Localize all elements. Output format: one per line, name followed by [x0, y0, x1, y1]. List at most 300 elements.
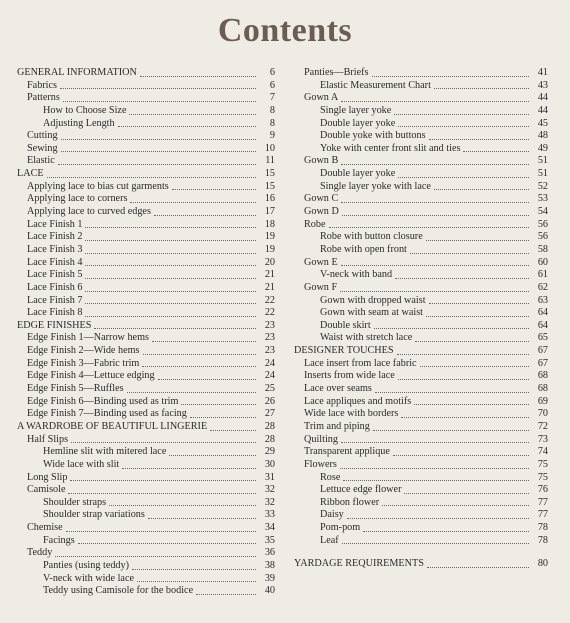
- toc-entry-lace-finish-7: [17, 295, 275, 308]
- toc-entry-a-wardrobe-of-beautiful-lingerie: [17, 421, 275, 434]
- toc-entry-page-number: 34: [264, 522, 275, 534]
- toc-entry-gown-with-seam-at-waist: [294, 307, 548, 320]
- toc-entry-page-number: 78: [537, 522, 548, 534]
- dot-leader: [127, 392, 256, 393]
- toc-entry-lace-appliques-and-motifs: [294, 396, 548, 409]
- toc-entry-page-number: 53: [537, 193, 548, 205]
- dot-leader: [78, 543, 256, 544]
- dot-leader: [172, 189, 256, 190]
- dot-leader: [130, 202, 256, 203]
- toc-entry-yoke-with-center-front-slit-and-ties: [294, 143, 548, 156]
- toc-entry-lace-finish-6: [17, 282, 275, 295]
- toc-entry-how-to-choose-size: [17, 105, 275, 118]
- toc-entry-page-number: 72: [537, 420, 548, 432]
- toc-entry-label: Teddy: [27, 547, 53, 559]
- toc-entry-double-yoke-with-buttons: [294, 130, 548, 143]
- toc-entry-trim-and-piping: [294, 421, 548, 434]
- toc-entry-double-layer-yoke: [294, 118, 548, 131]
- toc-entry-page-number: 24: [264, 357, 275, 369]
- toc-entry-label: Sewing: [27, 142, 58, 154]
- dot-leader: [427, 567, 529, 568]
- dot-leader: [363, 531, 529, 532]
- toc-entry-page-number: 51: [537, 155, 548, 167]
- toc-entry-page-number: 52: [537, 180, 548, 192]
- toc-entry-page-number: 28: [264, 420, 275, 432]
- toc-entry-wide-lace-with-slit: [17, 459, 275, 472]
- dot-leader: [148, 518, 256, 519]
- toc-entry-label: Edge Finish 3—Fabric trim: [27, 357, 140, 369]
- toc-entry-single-layer-yoke: [294, 105, 548, 118]
- toc-entry-lace-finish-4: [17, 257, 275, 270]
- dot-leader: [398, 126, 529, 127]
- dot-leader: [373, 430, 529, 431]
- toc-entry-cutting: [17, 130, 275, 143]
- toc-entry-lace-finish-8: [17, 307, 275, 320]
- dot-leader: [410, 253, 529, 254]
- toc-entry-applying-lace-to-curved-edges: [17, 206, 275, 219]
- toc-entry-label: Double skirt: [320, 319, 371, 331]
- toc-entry-label: Shoulder straps: [43, 496, 107, 508]
- toc-entry-label: Quilting: [304, 433, 338, 445]
- toc-entry-label: Fabrics: [27, 79, 57, 91]
- toc-entry-label: Double layer yoke: [320, 168, 396, 180]
- toc-entry-elastic: [17, 155, 275, 168]
- toc-entry-label: Wide lace with borders: [304, 408, 399, 420]
- toc-entry-lace-insert-from-lace-fabric: [294, 358, 548, 371]
- dot-leader: [414, 404, 529, 405]
- toc-entry-label: Lace insert from lace fabric: [304, 357, 417, 369]
- toc-entry-label: Inserts from wide lace: [304, 370, 395, 382]
- toc-entry-label: Double layer yoke: [320, 117, 396, 129]
- toc-entry-page-number: 26: [264, 395, 275, 407]
- toc-entry-label: Robe with open front: [320, 243, 407, 255]
- toc-entry-label: How to Choose Size: [43, 104, 127, 116]
- toc-entry-label: Chemise: [27, 522, 63, 534]
- toc-entry-label: Robe with button closure: [320, 231, 423, 243]
- toc-entry-label: Lace appliques and motifs: [304, 395, 412, 407]
- dot-leader: [434, 88, 529, 89]
- toc-entry-lace-finish-2: [17, 231, 275, 244]
- dot-leader: [70, 480, 256, 481]
- toc-entry-page-number: 65: [537, 332, 548, 344]
- toc-entry-page-number: 16: [264, 193, 275, 205]
- dot-leader: [434, 189, 529, 190]
- toc-entry-shoulder-straps: [17, 497, 275, 510]
- toc-entry-label: Applying lace to corners: [27, 193, 128, 205]
- dot-leader: [341, 164, 529, 165]
- toc-entry-teddy-using-camisole-for-the-bodice: [17, 585, 275, 598]
- toc-entry-robe-with-button-closure: [294, 231, 548, 244]
- toc-entry-gown-f: [294, 282, 548, 295]
- toc-entry-label: Applying lace to curved edges: [27, 206, 151, 218]
- toc-entry-page-number: 77: [537, 496, 548, 508]
- toc-entry-gown-a: [294, 92, 548, 105]
- toc-entry-label: Flowers: [304, 458, 337, 470]
- toc-entry-double-layer-yoke: [294, 168, 548, 181]
- toc-entry-quilting: [294, 434, 548, 447]
- toc-entry-page-number: 31: [264, 471, 275, 483]
- toc-entry-page-number: 6: [269, 67, 275, 78]
- toc-entry-camisole: [17, 484, 275, 497]
- dot-leader: [61, 151, 256, 152]
- toc-entry-label: Double yoke with buttons: [320, 130, 426, 142]
- toc-entry-general-information: [17, 67, 275, 80]
- toc-entry-teddy: [17, 547, 275, 560]
- dot-leader: [347, 518, 529, 519]
- toc-entry-page-number: 54: [537, 206, 548, 218]
- dot-leader: [382, 505, 529, 506]
- toc-entry-page-number: 19: [264, 231, 275, 243]
- toc-entry-gown-e: [294, 257, 548, 270]
- toc-entry-label: Transparent applique: [304, 446, 390, 458]
- toc-entry-page-number: 23: [264, 319, 275, 331]
- toc-entry-page-number: 64: [537, 319, 548, 331]
- toc-entry-label: LACE: [17, 168, 44, 180]
- toc-entry-label: Cutting: [27, 130, 58, 142]
- toc-entry-page-number: 6: [269, 79, 275, 91]
- dot-leader: [154, 215, 256, 216]
- dot-leader: [196, 594, 256, 595]
- toc-entry-lace: [17, 168, 275, 181]
- dot-leader: [85, 278, 256, 279]
- toc-entry-lace-finish-3: [17, 244, 275, 257]
- dot-leader: [129, 114, 256, 115]
- dot-leader: [142, 366, 256, 367]
- dot-leader: [85, 253, 256, 254]
- toc-entry-v-neck-with-band: [294, 269, 548, 282]
- toc-entry-page-number: 44: [537, 92, 548, 104]
- toc-entry-page-number: 49: [537, 142, 548, 154]
- toc-entry-label: Adjusting Length: [43, 117, 115, 129]
- toc-entry-page-number: 21: [264, 281, 275, 293]
- toc-entry-single-layer-yoke-with-lace: [294, 181, 548, 194]
- toc-entry-label: Wide lace with slit: [43, 458, 120, 470]
- toc-entry-edge-finish-3-fabric-trim: [17, 358, 275, 371]
- dot-leader: [341, 442, 529, 443]
- toc-entry-page-number: 15: [264, 180, 275, 192]
- dot-leader: [137, 581, 256, 582]
- toc-entry-label: Hemline slit with mitered lace: [43, 446, 167, 458]
- toc-entry-leaf: [294, 535, 548, 548]
- dot-leader: [85, 303, 256, 304]
- dot-leader: [397, 354, 529, 355]
- toc-entry-page-number: 35: [264, 534, 275, 546]
- toc-entry-page-number: 67: [537, 345, 548, 357]
- dot-leader: [374, 328, 529, 329]
- toc-entry-label: Rose: [320, 471, 341, 483]
- toc-entry-page-number: 51: [537, 168, 548, 180]
- dot-leader: [190, 417, 256, 418]
- toc-entry-page-number: 21: [264, 269, 275, 281]
- dot-leader: [61, 139, 256, 140]
- toc-entry-label: Pom-pom: [320, 522, 361, 534]
- toc-entry-label: Edge Finish 6—Binding used as trim: [27, 395, 179, 407]
- toc-entry-label: Ribbon flower: [320, 496, 380, 508]
- toc-entry-robe-with-open-front: [294, 244, 548, 257]
- toc-entry-gown-with-dropped-waist: [294, 295, 548, 308]
- toc-entry-page-number: 38: [264, 559, 275, 571]
- toc-entry-label: GENERAL INFORMATION: [17, 67, 137, 78]
- toc-entry-lace-finish-1: [17, 219, 275, 232]
- dot-leader: [63, 101, 256, 102]
- dot-leader: [181, 404, 256, 405]
- toc-entry-label: Edge Finish 5—Ruffles: [27, 383, 124, 395]
- toc-entry-gown-d: [294, 206, 548, 219]
- dot-leader: [109, 505, 256, 506]
- toc-entry-page-number: 23: [264, 332, 275, 344]
- toc-entry-label: Yoke with center front slit and ties: [320, 142, 461, 154]
- toc-entry-page-number: 69: [537, 395, 548, 407]
- toc-entry-inserts-from-wide-lace: [294, 370, 548, 383]
- toc-entry-page-number: 22: [264, 294, 275, 306]
- toc-entry-gown-c: [294, 193, 548, 206]
- toc-entry-ribbon-flower: [294, 497, 548, 510]
- toc-entry-label: Patterns: [27, 92, 60, 104]
- dot-leader: [429, 139, 529, 140]
- toc-entry-label: Panties—Briefs: [304, 67, 369, 78]
- toc-entry-page-number: 27: [264, 408, 275, 420]
- toc-entry-label: Half Slips: [27, 433, 69, 445]
- toc-entry-label: EDGE FINISHES: [17, 319, 92, 331]
- toc-entry-label: Gown B: [304, 155, 339, 167]
- dot-leader: [118, 126, 256, 127]
- toc-entry-label: Lace Finish 4: [27, 256, 83, 268]
- toc-entry-label: Edge Finish 4—Lettuce edging: [27, 370, 155, 382]
- toc-entry-page-number: 60: [537, 256, 548, 268]
- toc-entry-page-number: 43: [537, 79, 548, 91]
- toc-entry-page-number: 56: [537, 231, 548, 243]
- toc-entry-gown-b: [294, 155, 548, 168]
- toc-entry-pom-pom: [294, 522, 548, 535]
- dot-leader: [340, 291, 529, 292]
- toc-entry-page-number: 61: [537, 269, 548, 281]
- toc-entry-waist-with-stretch-lace: [294, 332, 548, 345]
- toc-entry-label: Gown C: [304, 193, 339, 205]
- toc-entry-half-slips: [17, 434, 275, 447]
- toc-entry-page-number: 75: [537, 458, 548, 470]
- toc-entry-label: Lace Finish 8: [27, 307, 83, 319]
- toc-entry-label: Edge Finish 7—Binding used as facing: [27, 408, 187, 420]
- toc-entry-label: Gown A: [304, 92, 339, 104]
- dot-leader: [94, 328, 256, 329]
- dot-leader: [85, 291, 256, 292]
- toc-entry-label: Lace Finish 5: [27, 269, 83, 281]
- dot-leader: [429, 303, 529, 304]
- dot-leader: [71, 442, 256, 443]
- toc-entry-label: Edge Finish 2—Wide hems: [27, 345, 140, 357]
- toc-entry-label: Waist with stretch lace: [320, 332, 413, 344]
- dot-leader: [85, 265, 256, 266]
- toc-entry-panties-using-teddy: [17, 560, 275, 573]
- toc-entry-page-number: 9: [269, 130, 275, 142]
- toc-entry-page-number: 67: [537, 357, 548, 369]
- toc-entry-page-number: 77: [537, 509, 548, 521]
- toc-entry-lettuce-edge-flower: [294, 484, 548, 497]
- toc-entry-hemline-slit-with-mitered-lace: [17, 446, 275, 459]
- dot-leader: [398, 379, 529, 380]
- dot-leader: [463, 151, 529, 152]
- toc-entry-edge-finish-4-lettuce-edging: [17, 370, 275, 383]
- toc-entry-transparent-applique: [294, 446, 548, 459]
- toc-entry-label: Shoulder strap variations: [43, 509, 145, 521]
- toc-entry-page-number: 18: [264, 218, 275, 230]
- dot-leader: [415, 341, 529, 342]
- dot-leader: [426, 240, 529, 241]
- page-title: Contents: [217, 12, 353, 49]
- toc-entry-label: Teddy using Camisole for the bodice: [43, 585, 194, 597]
- toc-entry-label: Single layer yoke: [320, 104, 392, 116]
- toc-entry-lace-finish-5: [17, 269, 275, 282]
- toc-entry-page-number: 8: [269, 104, 275, 116]
- toc-entry-page-number: 68: [537, 370, 548, 382]
- toc-left-column: [17, 67, 275, 598]
- toc-entry-page-number: 68: [537, 383, 548, 395]
- toc-entry-page-number: 24: [264, 370, 275, 382]
- toc-entry-label: Camisole: [27, 484, 66, 496]
- toc-entry-panties-briefs: [294, 67, 548, 80]
- toc-entry-label: YARDAGE REQUIREMENTS: [294, 558, 424, 570]
- toc-entry-page-number: 62: [537, 281, 548, 293]
- toc-entry-label: Applying lace to bias cut garments: [27, 180, 169, 192]
- toc-entry-edge-finish-1-narrow-hems: [17, 332, 275, 345]
- dot-leader: [58, 164, 256, 165]
- toc-entry-page-number: 40: [264, 585, 275, 597]
- dot-leader: [341, 202, 529, 203]
- toc-entry-label: Gown with dropped waist: [320, 294, 426, 306]
- toc-entry-page-number: 15: [264, 168, 275, 180]
- toc-entry-label: Leaf: [320, 534, 339, 546]
- toc-entry-label: Long Slip: [27, 471, 68, 483]
- toc-entry-double-skirt: [294, 320, 548, 333]
- dot-leader: [169, 455, 256, 456]
- dot-leader: [152, 341, 256, 342]
- dot-leader: [341, 101, 529, 102]
- toc-entry-edge-finish-5-ruffles: [17, 383, 275, 396]
- dot-leader: [158, 379, 256, 380]
- toc-entry-label: Gown F: [304, 281, 338, 293]
- toc-entry-rose: [294, 472, 548, 485]
- toc-entry-designer-touches: [294, 345, 548, 358]
- toc-entry-page-number: 8: [269, 117, 275, 129]
- dot-leader: [340, 468, 529, 469]
- dot-leader: [60, 88, 256, 89]
- toc-entry-lace-over-seams: [294, 383, 548, 396]
- toc-entry-label: Robe: [304, 218, 326, 230]
- toc-entry-fabrics: [17, 80, 275, 93]
- toc-entry-label: Panties (using teddy): [43, 559, 130, 571]
- dot-leader: [401, 417, 529, 418]
- toc-entry-label: Lace over seams: [304, 383, 372, 395]
- dot-leader: [398, 177, 529, 178]
- toc-entry-edge-finish-6-binding-used-as-trim: [17, 396, 275, 409]
- toc-entry-page-number: 76: [537, 484, 548, 496]
- toc-entry-label: V-neck with wide lace: [43, 572, 134, 584]
- toc-entry-sewing: [17, 143, 275, 156]
- dot-leader: [140, 76, 256, 77]
- dot-leader: [404, 493, 529, 494]
- dot-leader: [210, 430, 256, 431]
- toc-entry-page-number: 10: [264, 142, 275, 154]
- toc-entry-page-number: 20: [264, 256, 275, 268]
- toc-entry-label: Single layer yoke with lace: [320, 180, 431, 192]
- toc-entry-adjusting-length: [17, 118, 275, 131]
- dot-leader: [55, 556, 256, 557]
- dot-leader: [375, 392, 529, 393]
- dot-leader: [341, 265, 529, 266]
- dot-leader: [68, 493, 256, 494]
- toc-entry-label: Lettuce edge flower: [320, 484, 402, 496]
- toc-entry-label: Elastic: [27, 155, 55, 167]
- toc-entry-page-number: 73: [537, 433, 548, 445]
- dot-leader: [343, 480, 529, 481]
- toc-entry-shoulder-strap-variations: [17, 509, 275, 522]
- toc-entry-page-number: 23: [264, 345, 275, 357]
- toc-entry-page-number: 33: [264, 509, 275, 521]
- toc-entry-wide-lace-with-borders: [294, 408, 548, 421]
- toc-entry-page-number: 32: [264, 484, 275, 496]
- toc-entry-label: Gown E: [304, 256, 338, 268]
- toc-entry-label: Gown D: [304, 206, 339, 218]
- toc-entry-page-number: 41: [537, 67, 548, 78]
- toc-entry-page-number: 19: [264, 243, 275, 255]
- toc-entry-page-number: 80: [537, 558, 548, 570]
- toc-entry-elastic-measurement-chart: [294, 80, 548, 93]
- toc-entry-yardage-requirements: [294, 558, 548, 571]
- toc-entry-edge-finish-7-binding-used-as-facing: [17, 408, 275, 421]
- toc-entry-label: Lace Finish 6: [27, 281, 83, 293]
- toc-entry-page-number: 28: [264, 433, 275, 445]
- dot-leader: [394, 114, 529, 115]
- dot-leader: [426, 316, 529, 317]
- toc-entry-page-number: 64: [537, 307, 548, 319]
- toc-entry-long-slip: [17, 472, 275, 485]
- toc-entry-page-number: 56: [537, 218, 548, 230]
- dot-leader: [85, 316, 256, 317]
- toc-entry-daisy: [294, 509, 548, 522]
- dot-leader: [143, 354, 257, 355]
- toc-entry-page-number: 70: [537, 408, 548, 420]
- toc-entry-label: Facings: [43, 534, 75, 546]
- toc-entry-flowers: [294, 459, 548, 472]
- dot-leader: [342, 543, 529, 544]
- toc-entry-page-number: 29: [264, 446, 275, 458]
- dot-leader: [395, 278, 529, 279]
- toc-entry-v-neck-with-wide-lace: [17, 573, 275, 586]
- toc-entry-page-number: 75: [537, 471, 548, 483]
- toc-entry-label: A WARDROBE OF BEAUTIFUL LINGERIE: [17, 420, 208, 432]
- toc-entry-label: Lace Finish 7: [27, 294, 83, 306]
- toc-entry-facings: [17, 535, 275, 548]
- toc-entry-label: Edge Finish 1—Narrow hems: [27, 332, 149, 344]
- dot-leader: [85, 240, 256, 241]
- toc-entry-label: Lace Finish 3: [27, 243, 83, 255]
- toc-entry-page-number: 74: [537, 446, 548, 458]
- dot-leader: [420, 366, 529, 367]
- toc-entry-page-number: 11: [265, 155, 275, 167]
- toc-entry-edge-finishes: [17, 320, 275, 333]
- toc-entry-page-number: 36: [264, 547, 275, 559]
- toc-entry-page-number: 30: [264, 458, 275, 470]
- toc-entry-applying-lace-to-bias-cut-garments: [17, 181, 275, 194]
- toc-entry-page-number: 44: [537, 104, 548, 116]
- toc-entry-robe: [294, 219, 548, 232]
- toc-entry-page-number: 7: [269, 92, 275, 104]
- toc-entry-label: DESIGNER TOUCHES: [294, 345, 394, 357]
- dot-leader: [66, 531, 256, 532]
- toc-entry-page-number: 63: [537, 294, 548, 306]
- dot-leader: [393, 455, 529, 456]
- dot-leader: [132, 569, 256, 570]
